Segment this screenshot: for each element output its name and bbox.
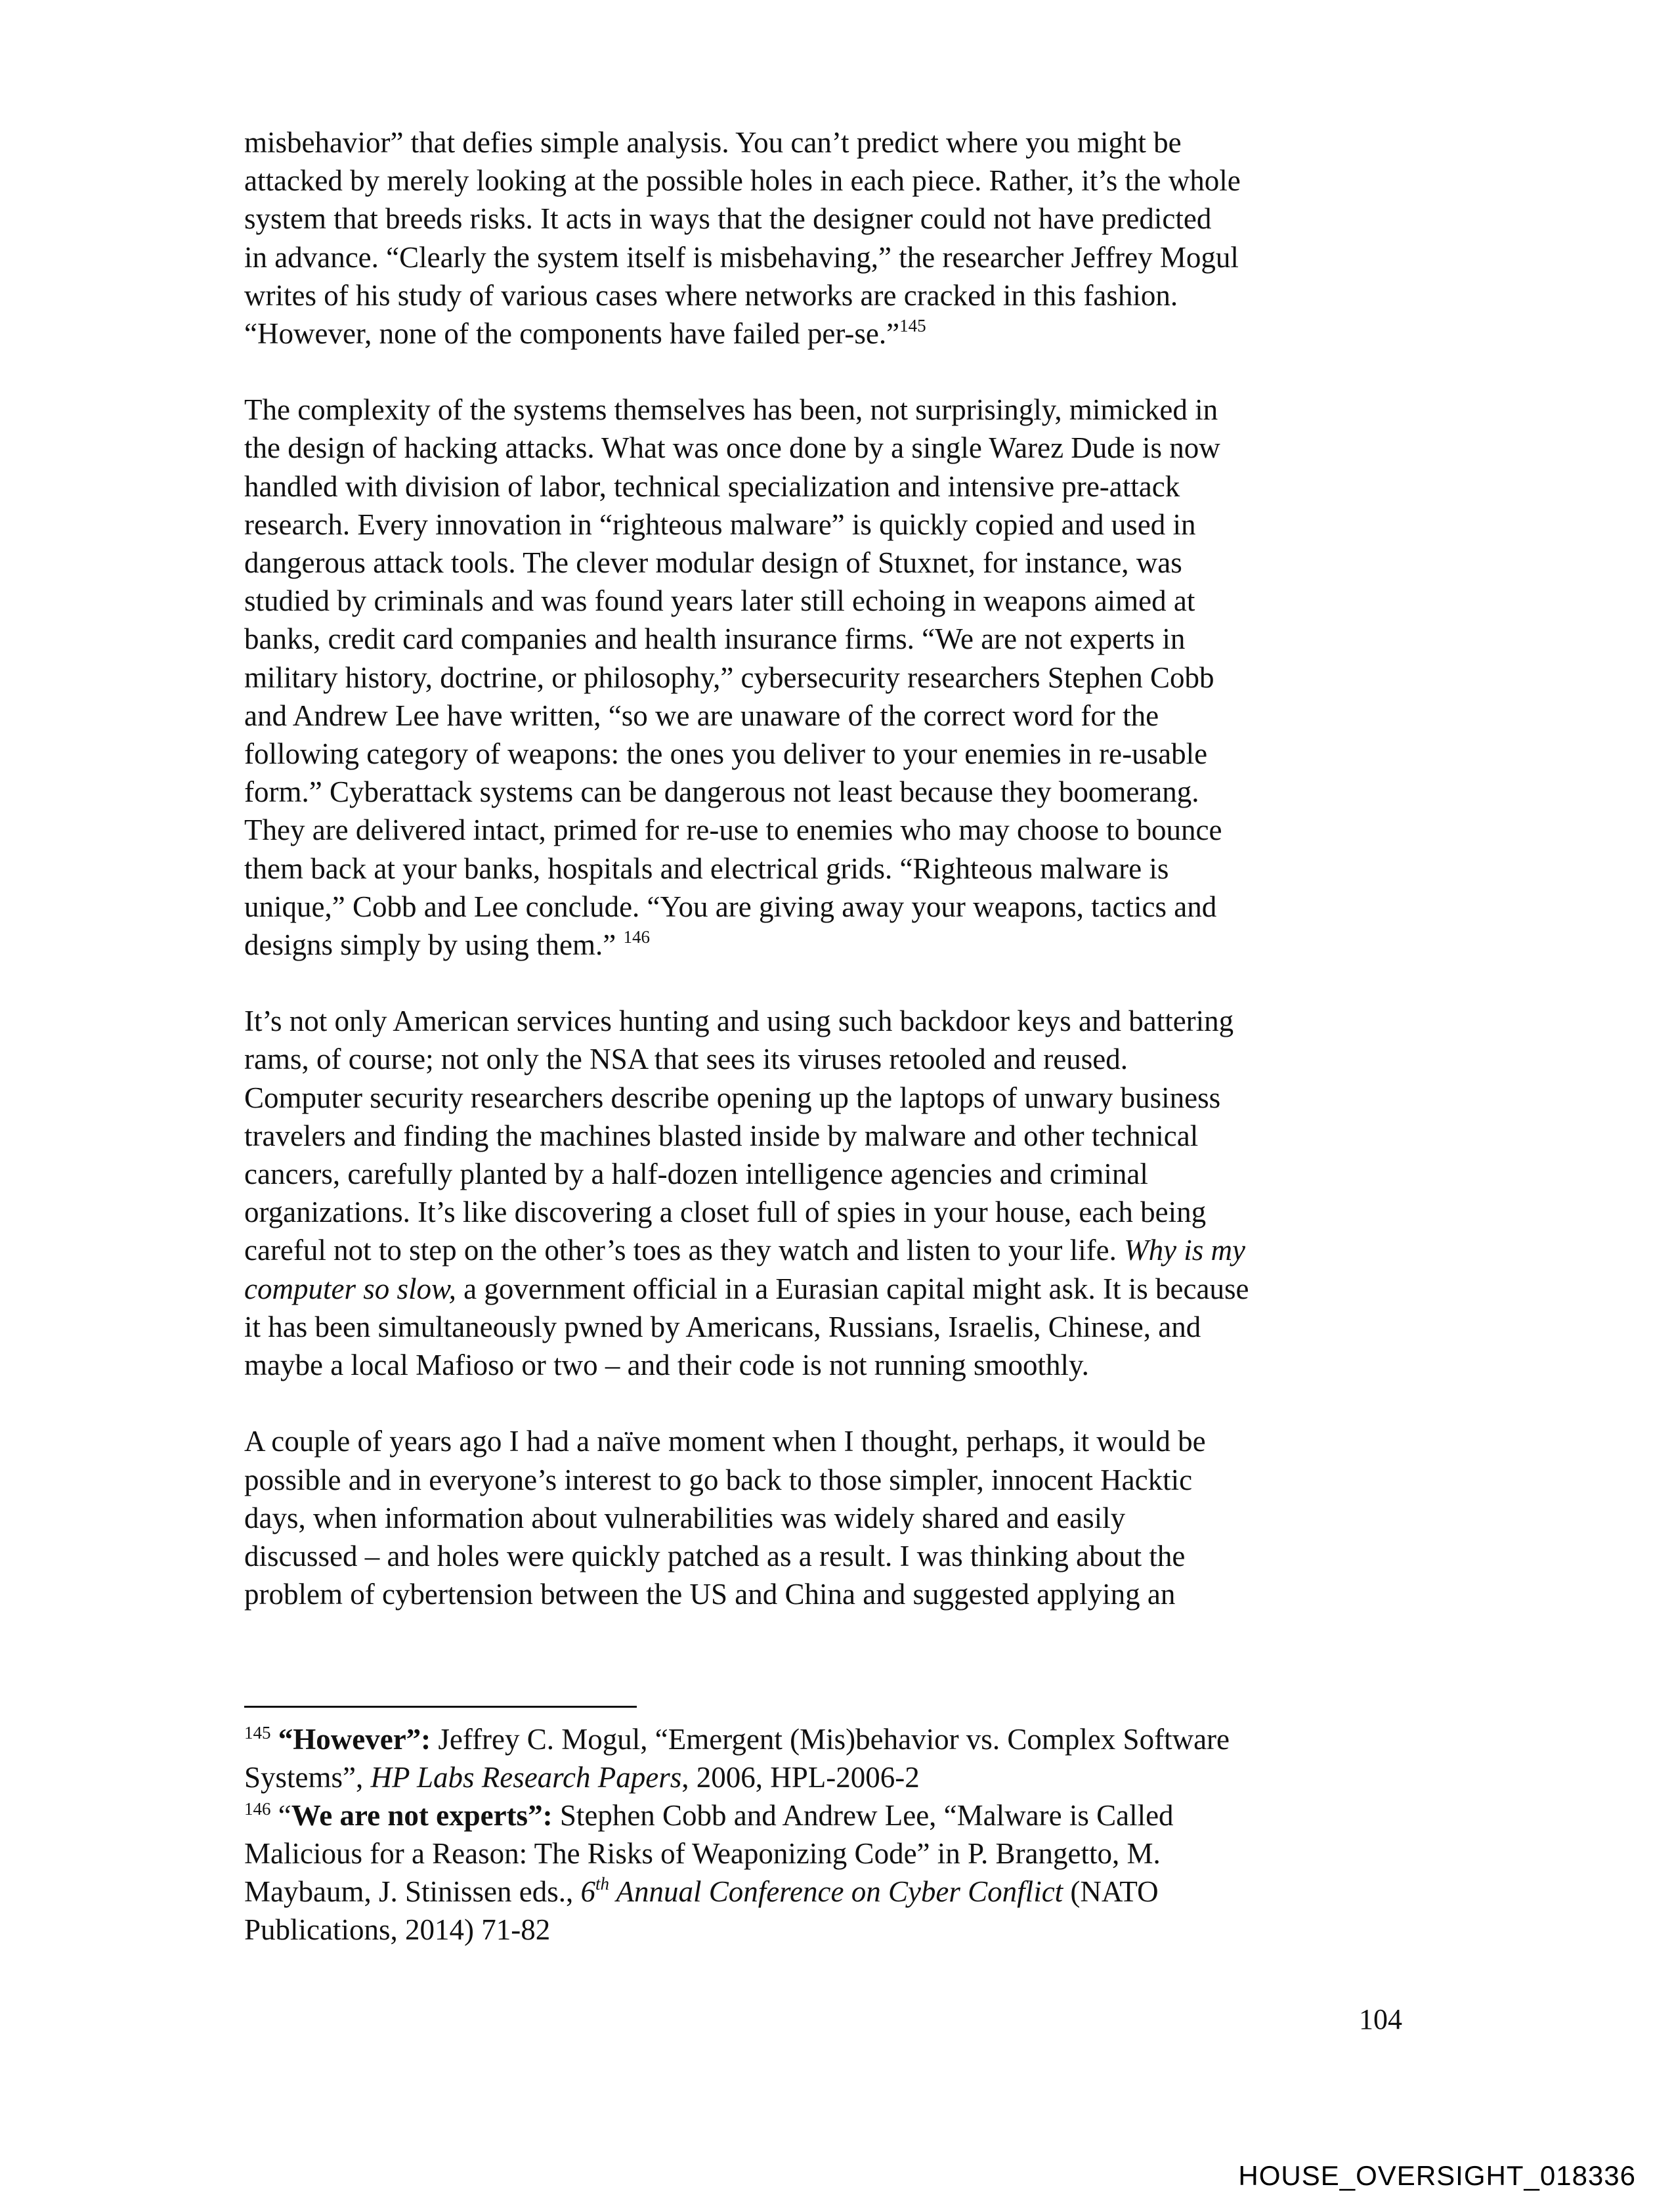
text-line: in advance. “Clearly the system itself is misbehaving,” the researcher Jeffrey Mogul [244, 240, 1239, 274]
publication-title-text: Annual Conference on Cyber Conflict [609, 1875, 1063, 1908]
text-line [244, 1873, 1419, 1911]
text-line: handled with division of labor, technical specialization and intensive pre-attack [244, 469, 1180, 503]
bates-stamp: HOUSE_OVERSIGHT_018336 [1238, 2160, 1636, 2191]
text-line: days, when information about vulnerabilities was widely shared and easily [244, 1501, 1126, 1534]
footnote-number: 145 [244, 1723, 271, 1743]
text-line: and Andrew Lee have written, “so we are unaware of the correct word for the [244, 699, 1159, 732]
text-line: The complexity of the systems themselves has been, not surprisingly, mimicked in [244, 393, 1218, 427]
text-segment: Jeffrey C. Mogul, “Emergent (Mis)behavior vs. Complex Software [431, 1723, 1230, 1756]
text-line [244, 1796, 1419, 1834]
text-line: it has been simultaneously pwned by Americans, Russians, Israelis, Chinese, and [244, 1310, 1201, 1343]
text-line: problem of cybertension between the US and China and suggested applying an [244, 1578, 1176, 1611]
text-line [244, 1231, 1419, 1269]
text-line: maybe a local Mafioso or two – and their code is not running smoothly. [244, 1349, 1089, 1382]
text-line: Computer security researchers describe opening up the laptops of unwary business [244, 1081, 1221, 1114]
footnotes [244, 1720, 1419, 1949]
paragraph-3 [244, 1002, 1419, 1384]
ordinal-number: 6 [580, 1875, 595, 1908]
text-line: cancers, carefully planted by a half-dozen intelligence agencies and criminal [244, 1158, 1148, 1191]
footnote-ref-146[interactable]: 146 [623, 927, 650, 947]
text-segment: “ [278, 1799, 291, 1832]
paragraph-2 [244, 391, 1419, 964]
text-line: travelers and finding the machines blasted inside by malware and other technical [244, 1119, 1199, 1152]
text-line [244, 1758, 1419, 1796]
text-line: them back at your banks, hospitals and electrical grids. “Righteous malware is [244, 852, 1169, 885]
paragraph-4 [244, 1422, 1419, 1613]
text-line: possible and in everyone’s interest to go back to those simpler, innocent Hacktic [244, 1463, 1193, 1496]
text-line: organizations. It’s like discovering a closet full of spies in your house, each being [244, 1196, 1207, 1229]
text-line: discussed – and holes were quickly patched as a result. I was thinking about the [244, 1539, 1186, 1572]
text-segment: , 2006, HPL-2006-2 [681, 1761, 920, 1794]
italic-quote: Why is my [1124, 1234, 1246, 1267]
body-text [244, 123, 1419, 1651]
footnote-number: 146 [244, 1799, 271, 1819]
text-line: military history, doctrine, or philosophy,” cybersecurity researchers Stephen Cobb [244, 661, 1214, 694]
text-line [244, 314, 1419, 353]
text-line: unique,” Cobb and Lee conclude. “You are giving away your weapons, tactics and [244, 890, 1217, 923]
text-line: A couple of years ago I had a naïve moment when I thought, perhaps, it would be [244, 1425, 1206, 1458]
text-segment: (NATO [1063, 1875, 1159, 1908]
paragraph-1 [244, 123, 1419, 353]
text-line: system that breeds risks. It acts in ways that the designer could not have predicted [244, 202, 1212, 236]
publication-title [581, 1875, 1063, 1908]
text-line: attacked by merely looking at the possible holes in each piece. Rather, it’s the whole [244, 164, 1241, 198]
text-line: It’s not only American services hunting and using such backdoor keys and battering [244, 1005, 1234, 1038]
text-line: form.” Cyberattack systems can be dangerous not least because they boomerang. [244, 775, 1199, 809]
italic-quote: computer so slow, [244, 1272, 456, 1305]
footnote-key: “However”: [278, 1723, 431, 1756]
footnote-key: We are not experts”: [291, 1799, 553, 1832]
text-line: research. Every innovation in “righteous malware” is quickly copied and used in [244, 508, 1196, 541]
text-segment: Systems”, [244, 1761, 371, 1794]
footnote-146 [244, 1796, 1419, 1949]
footnote-145 [244, 1720, 1419, 1796]
text-line [244, 1720, 1419, 1758]
text-line: dangerous attack tools. The clever modular design of Stuxnet, for instance, was [244, 546, 1182, 580]
text-segment: a government official in a Eurasian capital might ask. It is because [456, 1272, 1249, 1305]
text-segment: careful not to step on the other’s toes as they watch and listen to your life. [244, 1234, 1125, 1267]
text-line: following category of weapons: the ones you deliver to your enemies in re-usable [244, 737, 1208, 771]
text-line: Publications, 2014) 71-82 [244, 1913, 551, 1946]
footnote-divider [244, 1706, 637, 1708]
ordinal-suffix: th [595, 1874, 610, 1894]
text-line: studied by criminals and was found years later still echoing in weapons aimed at [244, 584, 1195, 618]
text-segment: designs simply by using them.” [244, 928, 624, 962]
text-line: They are delivered intact, primed for re-use to enemies who may choose to bounce [244, 813, 1222, 847]
text-segment: Maybaum, J. Stinissen eds., [244, 1875, 581, 1908]
page-number: 104 [1359, 2003, 1402, 2035]
text-segment: Stephen Cobb and Andrew Lee, “Malware is Called [552, 1799, 1174, 1832]
text-line: rams, of course; not only the NSA that sees its viruses retooled and reused. [244, 1043, 1128, 1076]
publication-title: HP Labs Research Papers [370, 1761, 682, 1794]
text-line: misbehavior” that defies simple analysis. You can’t predict where you might be [244, 126, 1182, 159]
text-line: Malicious for a Reason: The Risks of Weaponizing Code” in P. Brangetto, M. [244, 1837, 1161, 1870]
footnote-ref-145[interactable]: 145 [899, 316, 926, 336]
text-line: banks, credit card companies and health insurance firms. “We are not experts in [244, 622, 1186, 656]
text-line: writes of his study of various cases where networks are cracked in this fashion. [244, 278, 1178, 312]
text-segment: “However, none of the components have failed per-se.” [244, 317, 900, 351]
text-line [244, 926, 1419, 964]
text-line [244, 1270, 1419, 1308]
text-line: the design of hacking attacks. What was once done by a single Warez Dude is now [244, 431, 1220, 465]
